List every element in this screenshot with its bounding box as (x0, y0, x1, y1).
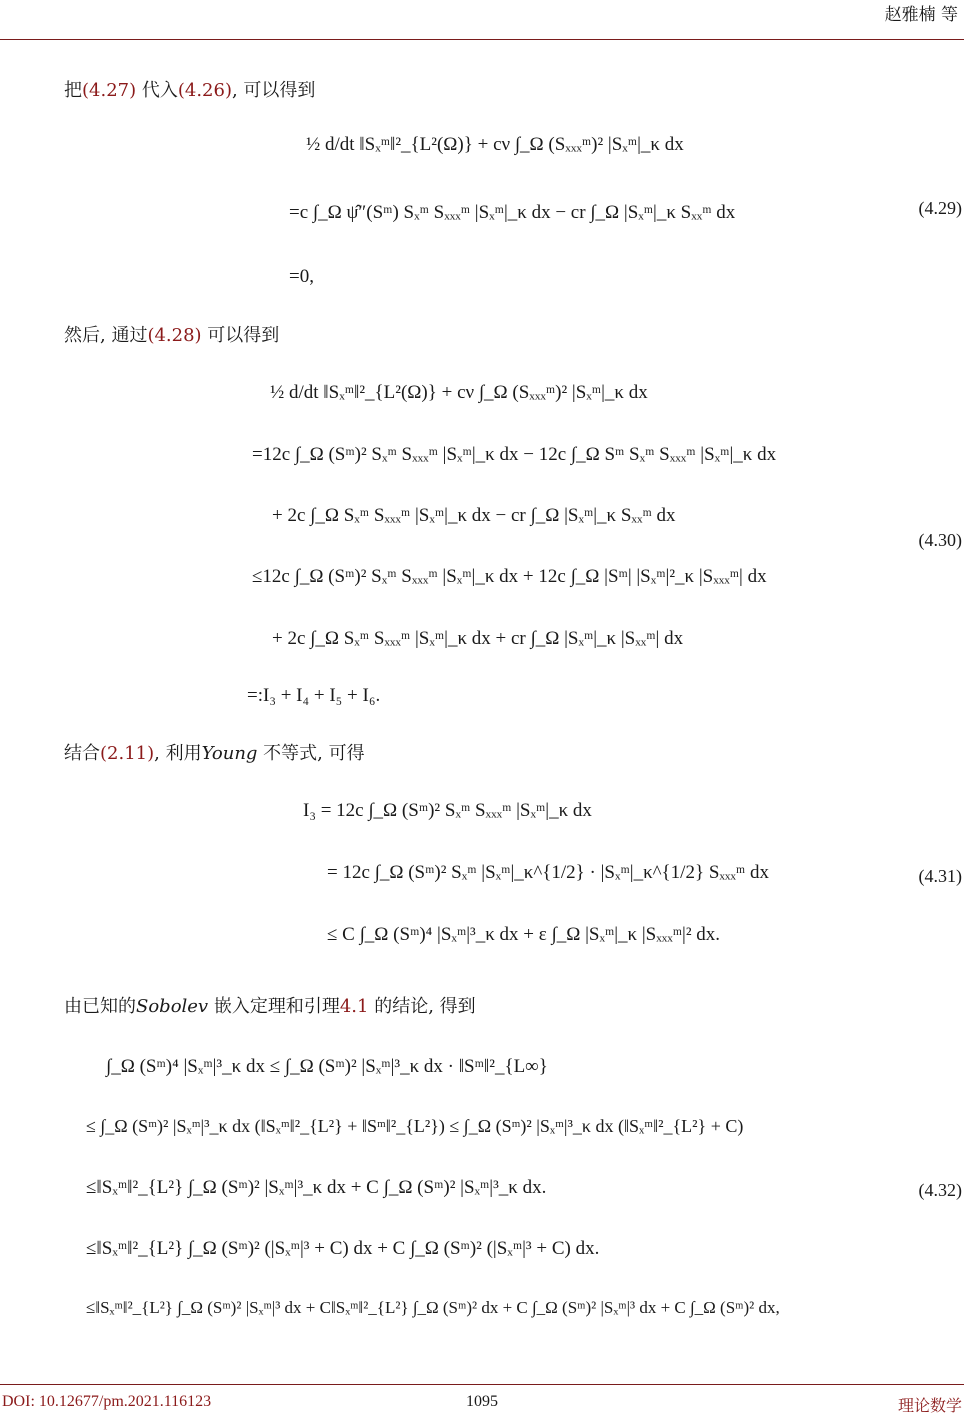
equation-line: ∫_Ω (Sᵐ)⁴ |Sₓᵐ|³_κ dx ≤ ∫_Ω (Sᵐ)² |Sₓᵐ|³_κ dx · ‖Sᵐ‖²_{L∞} (106, 1056, 548, 1077)
paragraph-3 (64, 739, 365, 765)
paragraph-text: , 利用 (154, 743, 202, 764)
equation-ref-link[interactable]: (4.26) (177, 80, 232, 101)
paragraph-italic-term: Sobolev (136, 996, 209, 1017)
paragraph-text: 不等式, 可得 (257, 743, 365, 764)
equation-line: ≤‖Sₓᵐ‖²_{L²} ∫_Ω (Sᵐ)² (|Sₓᵐ|³ + C) dx + C ∫_Ω (Sᵐ)² (|Sₓᵐ|³ + C) dx. (86, 1238, 600, 1259)
paragraph-1 (64, 76, 315, 102)
paragraph-text: 的结论, 得到 (368, 996, 476, 1017)
equation-number: (4.30) (918, 530, 962, 550)
paragraph-text: , 可以得到 (231, 80, 316, 101)
paragraph-text: 结合 (64, 743, 100, 764)
equation-ref-link[interactable]: (2.11) (100, 743, 155, 764)
paragraph-text: 代入 (136, 80, 178, 101)
equation-line: =:I₃ + I₄ + I₅ + I₆. (247, 685, 381, 706)
equation-line: ≤‖Sₓᵐ‖²_{L²} ∫_Ω (Sᵐ)² |Sₓᵐ|³ dx + C‖Sₓᵐ‖²_{L²} ∫_Ω (Sᵐ)² dx + C ∫_Ω (Sᵐ)² |Sₓᵐ|³ dx + C ∫_Ω (Sᵐ)² dx, (86, 1298, 780, 1317)
equation-number: (4.32) (918, 1180, 962, 1200)
equation-line: =0, (289, 266, 314, 287)
paragraph-4 (64, 992, 476, 1018)
equation-line: + 2c ∫_Ω Sₓᵐ Sₓₓₓᵐ |Sₓᵐ|_κ dx − cr ∫_Ω |Sₓᵐ|_κ Sₓₓᵐ dx (272, 505, 676, 526)
paragraph-text: 把 (64, 80, 82, 101)
equation-line: ≤ C ∫_Ω (Sᵐ)⁴ |Sₓᵐ|³_κ dx + ε ∫_Ω |Sₓᵐ|_κ |Sₓₓₓᵐ|² dx. (327, 924, 721, 945)
paragraph-2 (64, 321, 279, 347)
paragraph-text: 嵌入定理和引理 (208, 996, 340, 1017)
header-rule (0, 39, 964, 40)
equation-line: I₃ = 12c ∫_Ω (Sᵐ)² Sₓᵐ Sₓₓₓᵐ |Sₓᵐ|_κ dx (303, 800, 592, 821)
footer-doi[interactable]: DOI: 10.12677/pm.2021.116123 (2, 1393, 212, 1410)
equation-number: (4.29) (918, 198, 962, 218)
equation-line: ½ d/dt ‖Sₓᵐ‖²_{L²(Ω)} + cν ∫_Ω (Sₓₓₓᵐ)² |Sₓᵐ|_κ dx (306, 134, 684, 155)
equation-ref-link[interactable]: (4.28) (147, 325, 202, 346)
running-header-author: 赵雅楠 等 (884, 5, 958, 25)
equation-line: =12c ∫_Ω (Sᵐ)² Sₓᵐ Sₓₓₓᵐ |Sₓᵐ|_κ dx − 12c ∫_Ω Sᵐ Sₓᵐ Sₓₓₓᵐ |Sₓᵐ|_κ dx (252, 444, 777, 465)
equation-line: ≤12c ∫_Ω (Sᵐ)² Sₓᵐ Sₓₓₓᵐ |Sₓᵐ|_κ dx + 12c ∫_Ω |Sᵐ| |Sₓᵐ|²_κ |Sₓₓₓᵐ| dx (252, 566, 767, 587)
equation-line: ≤ ∫_Ω (Sᵐ)² |Sₓᵐ|³_κ dx (‖Sₓᵐ‖²_{L²} + ‖Sᵐ‖²_{L²}) ≤ ∫_Ω (Sᵐ)² |Sₓᵐ|³_κ dx (‖Sₓᵐ‖²_{L²} + C) (86, 1116, 744, 1136)
equation-ref-link[interactable]: (4.27) (82, 80, 137, 101)
footer-journal-name: 理论数学 (897, 1396, 962, 1415)
paragraph-italic-term: Young (201, 743, 258, 764)
equation-line: ≤‖Sₓᵐ‖²_{L²} ∫_Ω (Sᵐ)² |Sₓᵐ|³_κ dx + C ∫_Ω (Sᵐ)² |Sₓᵐ|³_κ dx. (86, 1177, 547, 1198)
paragraph-text: 可以得到 (201, 325, 280, 346)
paragraph-text: 然后, 通过 (64, 325, 148, 346)
footer-page-number: 1095 (466, 1393, 498, 1410)
equation-line: = 12c ∫_Ω (Sᵐ)² Sₓᵐ |Sₓᵐ|_κ^{1/2} · |Sₓᵐ|_κ^{1/2} Sₓₓₓᵐ dx (327, 862, 769, 883)
footer-rule (0, 1384, 964, 1385)
lemma-ref-link[interactable]: 4.1 (339, 996, 369, 1017)
equation-number: (4.31) (918, 866, 962, 886)
paragraph-text: 由已知的 (64, 996, 136, 1017)
equation-line: =c ∫_Ω ψ̂″(Sᵐ) Sₓᵐ Sₓₓₓᵐ |Sₓᵐ|_κ dx − cr ∫_Ω |Sₓᵐ|_κ Sₓₓᵐ dx (289, 202, 736, 223)
equation-line: ½ d/dt ‖Sₓᵐ‖²_{L²(Ω)} + cν ∫_Ω (Sₓₓₓᵐ)² |Sₓᵐ|_κ dx (270, 382, 648, 403)
equation-line: + 2c ∫_Ω Sₓᵐ Sₓₓₓᵐ |Sₓᵐ|_κ dx + cr ∫_Ω |Sₓᵐ|_κ |Sₓₓᵐ| dx (272, 628, 684, 649)
